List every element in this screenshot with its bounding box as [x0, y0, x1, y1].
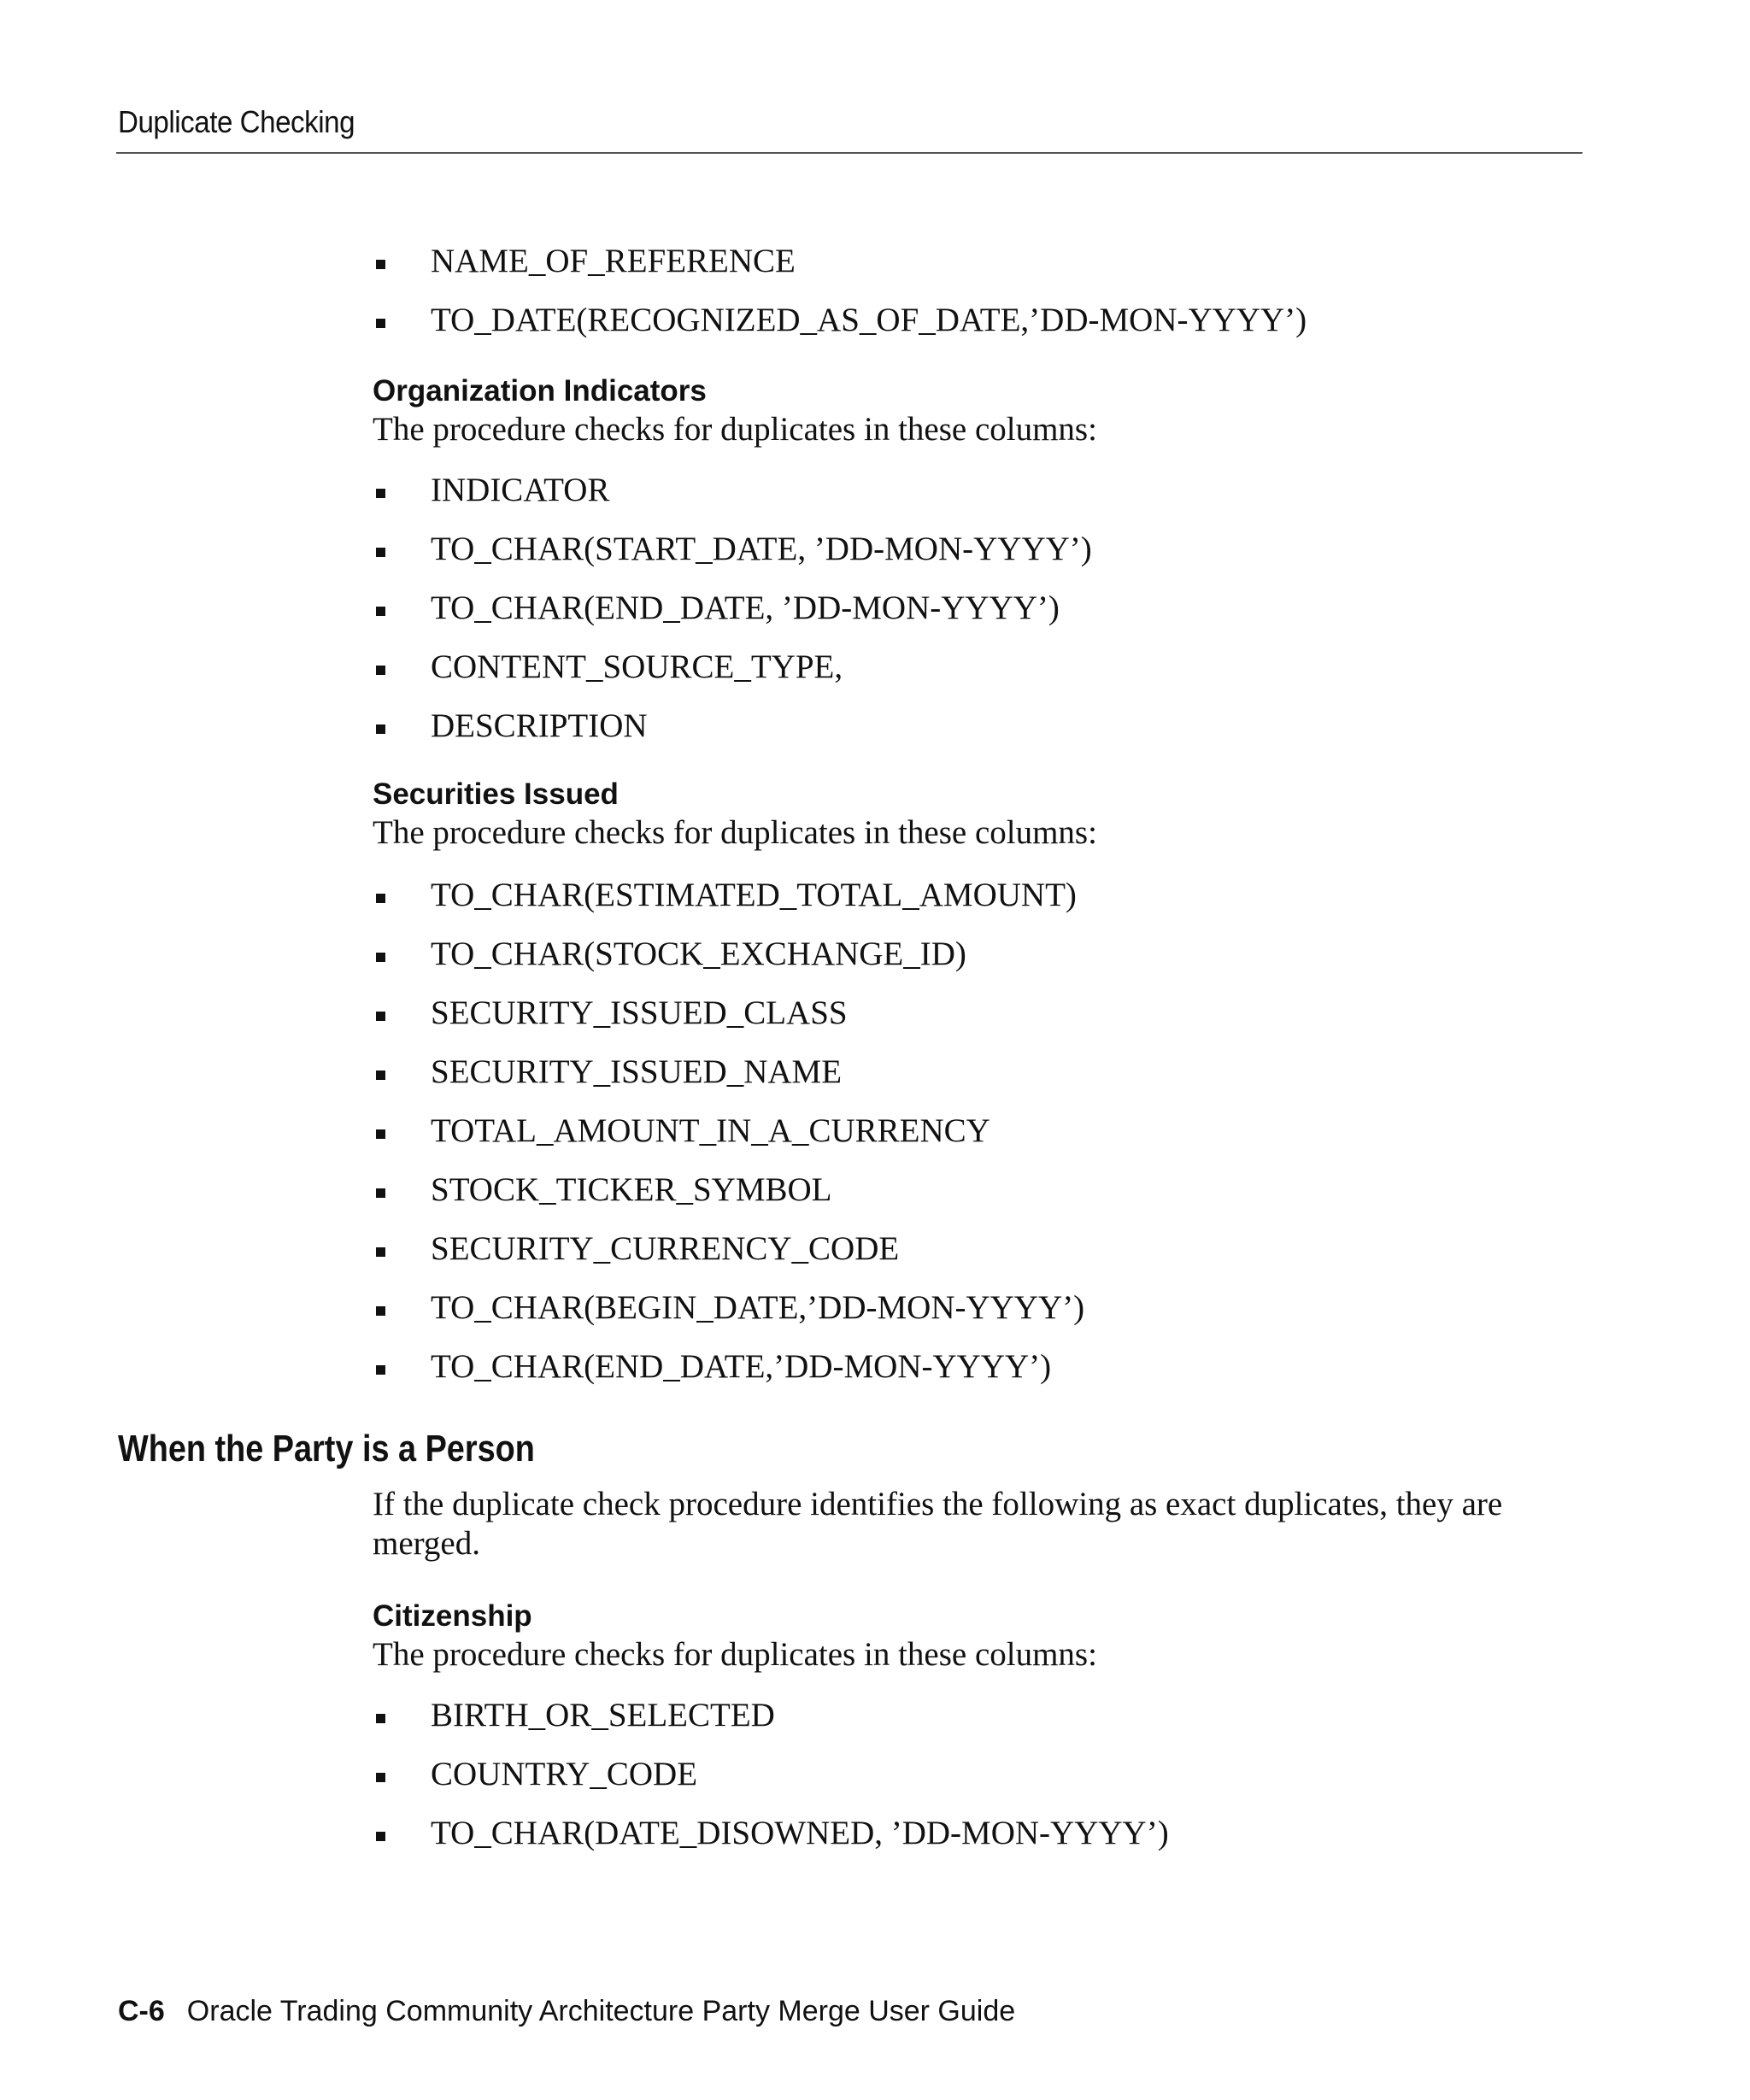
list-item: STOCK_TICKER_SYMBOL [373, 1168, 1552, 1227]
citizenship-heading: Citizenship [373, 1599, 532, 1633]
running-header-title: Duplicate Checking [118, 104, 355, 139]
securities-issued-intro: The procedure checks for duplicates in these columns: [373, 814, 1097, 851]
citizenship-column-list [373, 1693, 1552, 1870]
list-item: NAME_OF_REFERENCE [373, 239, 1552, 298]
person-section-block [373, 1485, 1569, 1563]
list-item: DESCRIPTION [373, 704, 1552, 763]
intro-list-block [373, 239, 1552, 357]
square-bullet-icon [376, 724, 385, 734]
square-bullet-icon [376, 1832, 385, 1841]
list-item: TO_CHAR(END_DATE,’DD-MON-YYYY’) [373, 1345, 1552, 1404]
list-item: CONTENT_SOURCE_TYPE, [373, 645, 1552, 704]
square-bullet-icon [376, 1071, 385, 1080]
section-heading-person: When the Party is a Person [118, 1428, 535, 1469]
securities-issued-heading: Securities Issued [373, 777, 619, 811]
list-item: SECURITY_CURRENCY_CODE [373, 1227, 1552, 1286]
org-indicators-column-list [373, 468, 1552, 763]
list-item: TO_CHAR(START_DATE, ’DD-MON-YYYY’) [373, 527, 1552, 586]
list-item: TO_CHAR(DATE_DISOWNED, ’DD-MON-YYYY’) [373, 1811, 1552, 1870]
list-item: TO_CHAR(ESTIMATED_TOTAL_AMOUNT) [373, 873, 1552, 932]
list-item: INDICATOR [373, 468, 1552, 527]
square-bullet-icon [376, 1188, 385, 1198]
list-item: TOTAL_AMOUNT_IN_A_CURRENCY [373, 1109, 1552, 1168]
square-bullet-icon [376, 607, 385, 616]
header-divider [116, 152, 1583, 154]
citizenship-block [373, 1598, 1552, 1675]
square-bullet-icon [376, 894, 385, 903]
list-item: TO_CHAR(BEGIN_DATE,’DD-MON-YYYY’) [373, 1286, 1552, 1345]
square-bullet-icon [376, 1365, 385, 1375]
square-bullet-icon [376, 319, 385, 328]
securities-issued-block [373, 776, 1552, 853]
square-bullet-icon [376, 548, 385, 557]
list-item: TO_CHAR(STOCK_EXCHANGE_ID) [373, 932, 1552, 991]
square-bullet-icon [376, 1012, 385, 1021]
square-bullet-icon [376, 1714, 385, 1723]
org-indicators-block [373, 372, 1552, 449]
list-item: SECURITY_ISSUED_NAME [373, 1050, 1552, 1109]
list-item: TO_DATE(RECOGNIZED_AS_OF_DATE,’DD-MON-YYYY’) [373, 298, 1552, 357]
list-item: BIRTH_OR_SELECTED [373, 1693, 1552, 1752]
person-section-intro: If the duplicate check procedure identifies the following as exact duplicates, they are merged. [373, 1486, 1503, 1562]
book-title: Oracle Trading Community Architecture Party Merge User Guide [186, 1995, 1016, 2027]
citizenship-intro: The procedure checks for duplicates in these columns: [373, 1636, 1097, 1673]
citizenship-list-block [373, 1693, 1552, 1870]
org-indicators-intro: The procedure checks for duplicates in these columns: [373, 411, 1097, 448]
org-indicators-heading: Organization Indicators [373, 374, 707, 408]
list-item: COUNTRY_CODE [373, 1752, 1552, 1811]
list-item: TO_CHAR(END_DATE, ’DD-MON-YYYY’) [373, 586, 1552, 645]
square-bullet-icon [376, 666, 385, 675]
list-item: SECURITY_ISSUED_CLASS [373, 991, 1552, 1050]
intro-column-list [373, 239, 1552, 357]
square-bullet-icon [376, 1129, 385, 1139]
square-bullet-icon [376, 953, 385, 962]
page-footer [118, 1992, 1015, 2030]
securities-issued-list-block [373, 873, 1552, 1404]
square-bullet-icon [376, 1773, 385, 1782]
org-indicators-list-block [373, 468, 1552, 763]
square-bullet-icon [376, 489, 385, 498]
page-number: C-6 [118, 1995, 165, 2027]
square-bullet-icon [376, 1247, 385, 1257]
square-bullet-icon [376, 1306, 385, 1316]
square-bullet-icon [376, 260, 385, 269]
securities-issued-column-list [373, 873, 1552, 1404]
